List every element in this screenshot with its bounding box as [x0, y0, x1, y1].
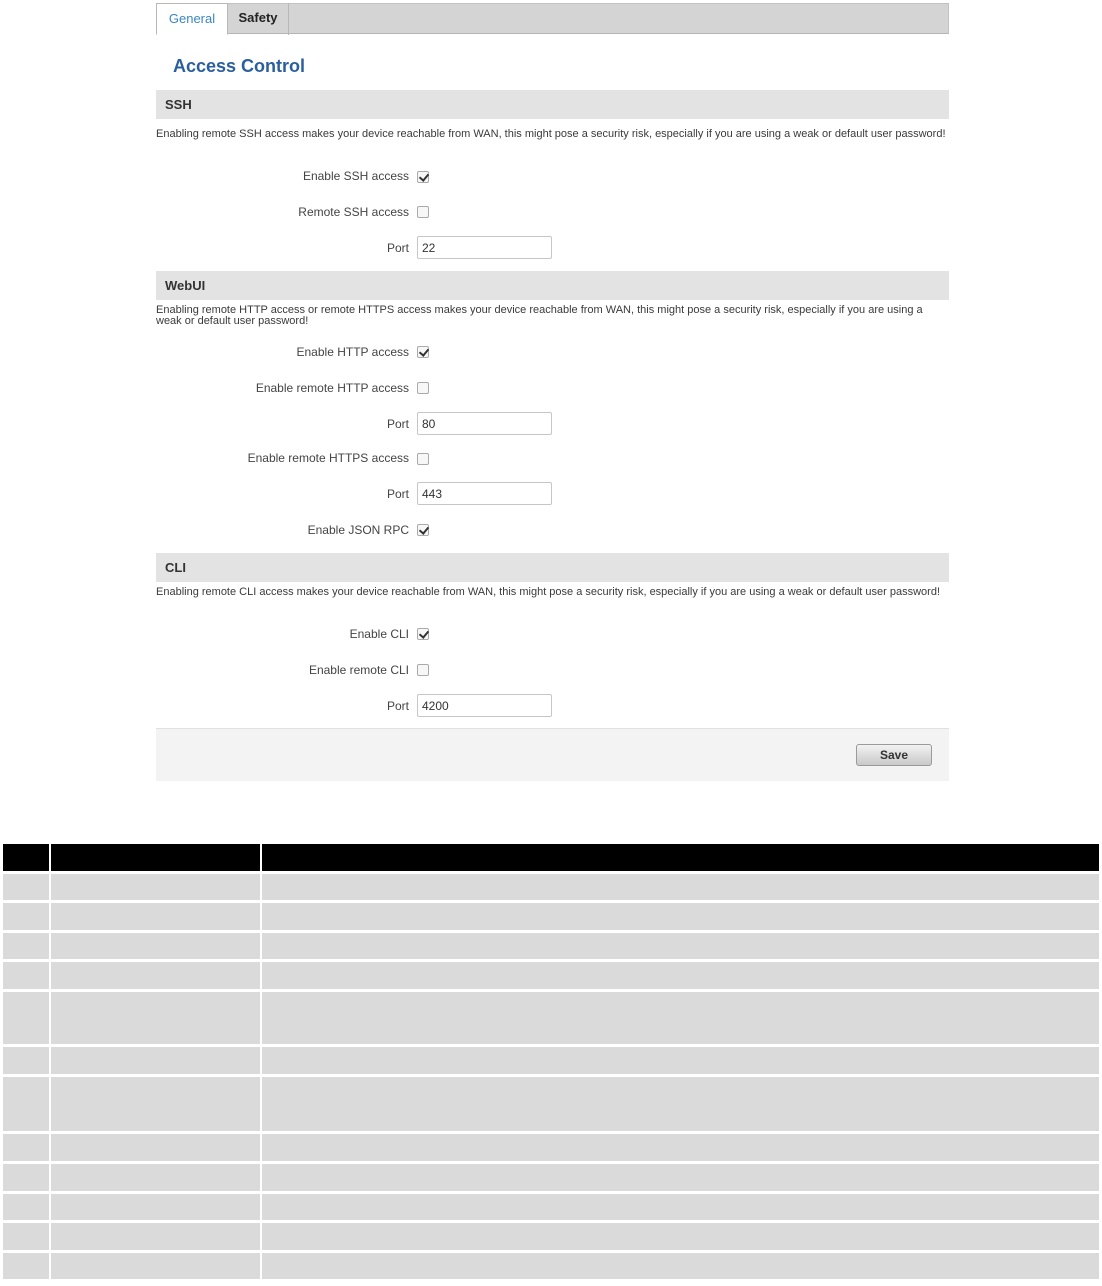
table-header-cell — [3, 844, 51, 871]
table-cell — [262, 900, 1099, 930]
table-cell — [51, 871, 262, 900]
table-cell — [51, 1044, 262, 1074]
enable-remote-http-checkbox[interactable] — [417, 382, 429, 394]
enable-remote-cli-checkbox[interactable] — [417, 664, 429, 676]
remote-ssh-label: Remote SSH access — [298, 205, 409, 219]
table-cell — [3, 1250, 51, 1279]
table-cell — [51, 1250, 262, 1279]
table-row — [3, 1161, 1099, 1191]
enable-remote-https-checkbox[interactable] — [417, 453, 429, 465]
table-cell — [51, 930, 262, 959]
ssh-port-input[interactable] — [417, 236, 552, 259]
footer-bar — [156, 728, 949, 781]
tab-bar — [156, 3, 949, 34]
webui-description: Enabling remote HTTP access or remote HTTPS access makes your device reachable from WAN, this might pose a security risk, especially if you are using a weak or default user password! — [156, 304, 923, 327]
table-cell — [51, 900, 262, 930]
table-row — [3, 1131, 1099, 1161]
enable-ssh-checkbox[interactable] — [417, 171, 429, 183]
ssh-description: Enabling remote SSH access makes your device reachable from WAN, this might pose a security risk, especially if you are using a weak or default user password! — [156, 128, 946, 140]
table-cell — [51, 1074, 262, 1131]
enable-json-rpc-checkbox[interactable] — [417, 524, 429, 536]
page-title: Access Control — [173, 56, 306, 76]
table-cell — [3, 871, 51, 900]
section-header-webui: WebUI — [156, 271, 949, 300]
table-row — [3, 1191, 1099, 1220]
table-cell — [262, 1250, 1099, 1279]
table-cell — [51, 1161, 262, 1191]
table-cell — [3, 1161, 51, 1191]
tab-general[interactable]: General — [156, 3, 228, 35]
table-cell — [262, 1044, 1099, 1074]
parameter-table — [3, 844, 1099, 1279]
section-header-cli: CLI — [156, 553, 949, 582]
table-cell — [262, 1131, 1099, 1161]
http-port-label: Port — [386, 417, 409, 431]
table-header-cell — [262, 844, 1099, 871]
table-cell — [3, 1220, 51, 1250]
table-cell — [3, 900, 51, 930]
table-cell — [3, 959, 51, 989]
table-cell — [3, 1074, 51, 1131]
table-cell — [262, 871, 1099, 900]
table-cell — [51, 1220, 262, 1250]
table-cell — [262, 1074, 1099, 1131]
enable-http-label: Enable HTTP access — [296, 345, 409, 359]
enable-cli-label: Enable CLI — [349, 627, 409, 641]
enable-remote-https-label: Enable remote HTTPS access — [247, 451, 409, 465]
https-port-label: Port — [386, 487, 409, 501]
table-cell — [262, 1191, 1099, 1220]
table-cell — [3, 1191, 51, 1220]
table-cell — [262, 1220, 1099, 1250]
table-row — [3, 871, 1099, 900]
table-row — [3, 959, 1099, 989]
remote-ssh-checkbox[interactable] — [417, 206, 429, 218]
table-row — [3, 989, 1099, 1044]
tab-safety[interactable]: Safety — [228, 3, 289, 35]
table-cell — [262, 1161, 1099, 1191]
cli-description: Enabling remote CLI access makes your device reachable from WAN, this might pose a security risk, especially if you are using a weak or default user password! — [156, 586, 940, 598]
ssh-port-label: Port — [386, 241, 409, 255]
table-header-cell — [51, 844, 262, 871]
table-cell — [262, 930, 1099, 959]
table-row — [3, 900, 1099, 930]
https-port-input[interactable] — [417, 482, 552, 505]
enable-json-rpc-label: Enable JSON RPC — [307, 523, 409, 537]
table-cell — [262, 989, 1099, 1044]
http-port-input[interactable] — [417, 412, 552, 435]
table-header-row — [3, 844, 1099, 871]
enable-http-checkbox[interactable] — [417, 346, 429, 358]
cli-port-input[interactable] — [417, 694, 552, 717]
table-cell — [262, 959, 1099, 989]
table-row — [3, 930, 1099, 959]
table-cell — [51, 1191, 262, 1220]
save-button[interactable]: Save — [856, 744, 932, 766]
table-cell — [3, 930, 51, 959]
table-cell — [3, 1044, 51, 1074]
table-row — [3, 1044, 1099, 1074]
table-cell — [51, 989, 262, 1044]
cli-port-label: Port — [386, 699, 409, 713]
enable-remote-http-label: Enable remote HTTP access — [255, 381, 409, 395]
table-cell — [51, 959, 262, 989]
table-row — [3, 1220, 1099, 1250]
enable-cli-checkbox[interactable] — [417, 628, 429, 640]
table-row — [3, 1250, 1099, 1279]
enable-ssh-label: Enable SSH access — [302, 169, 409, 183]
section-header-ssh: SSH — [156, 90, 949, 119]
enable-remote-cli-label: Enable remote CLI — [308, 663, 409, 677]
table-cell — [3, 989, 51, 1044]
table-row — [3, 1074, 1099, 1131]
table-cell — [51, 1131, 262, 1161]
table-cell — [3, 1131, 51, 1161]
